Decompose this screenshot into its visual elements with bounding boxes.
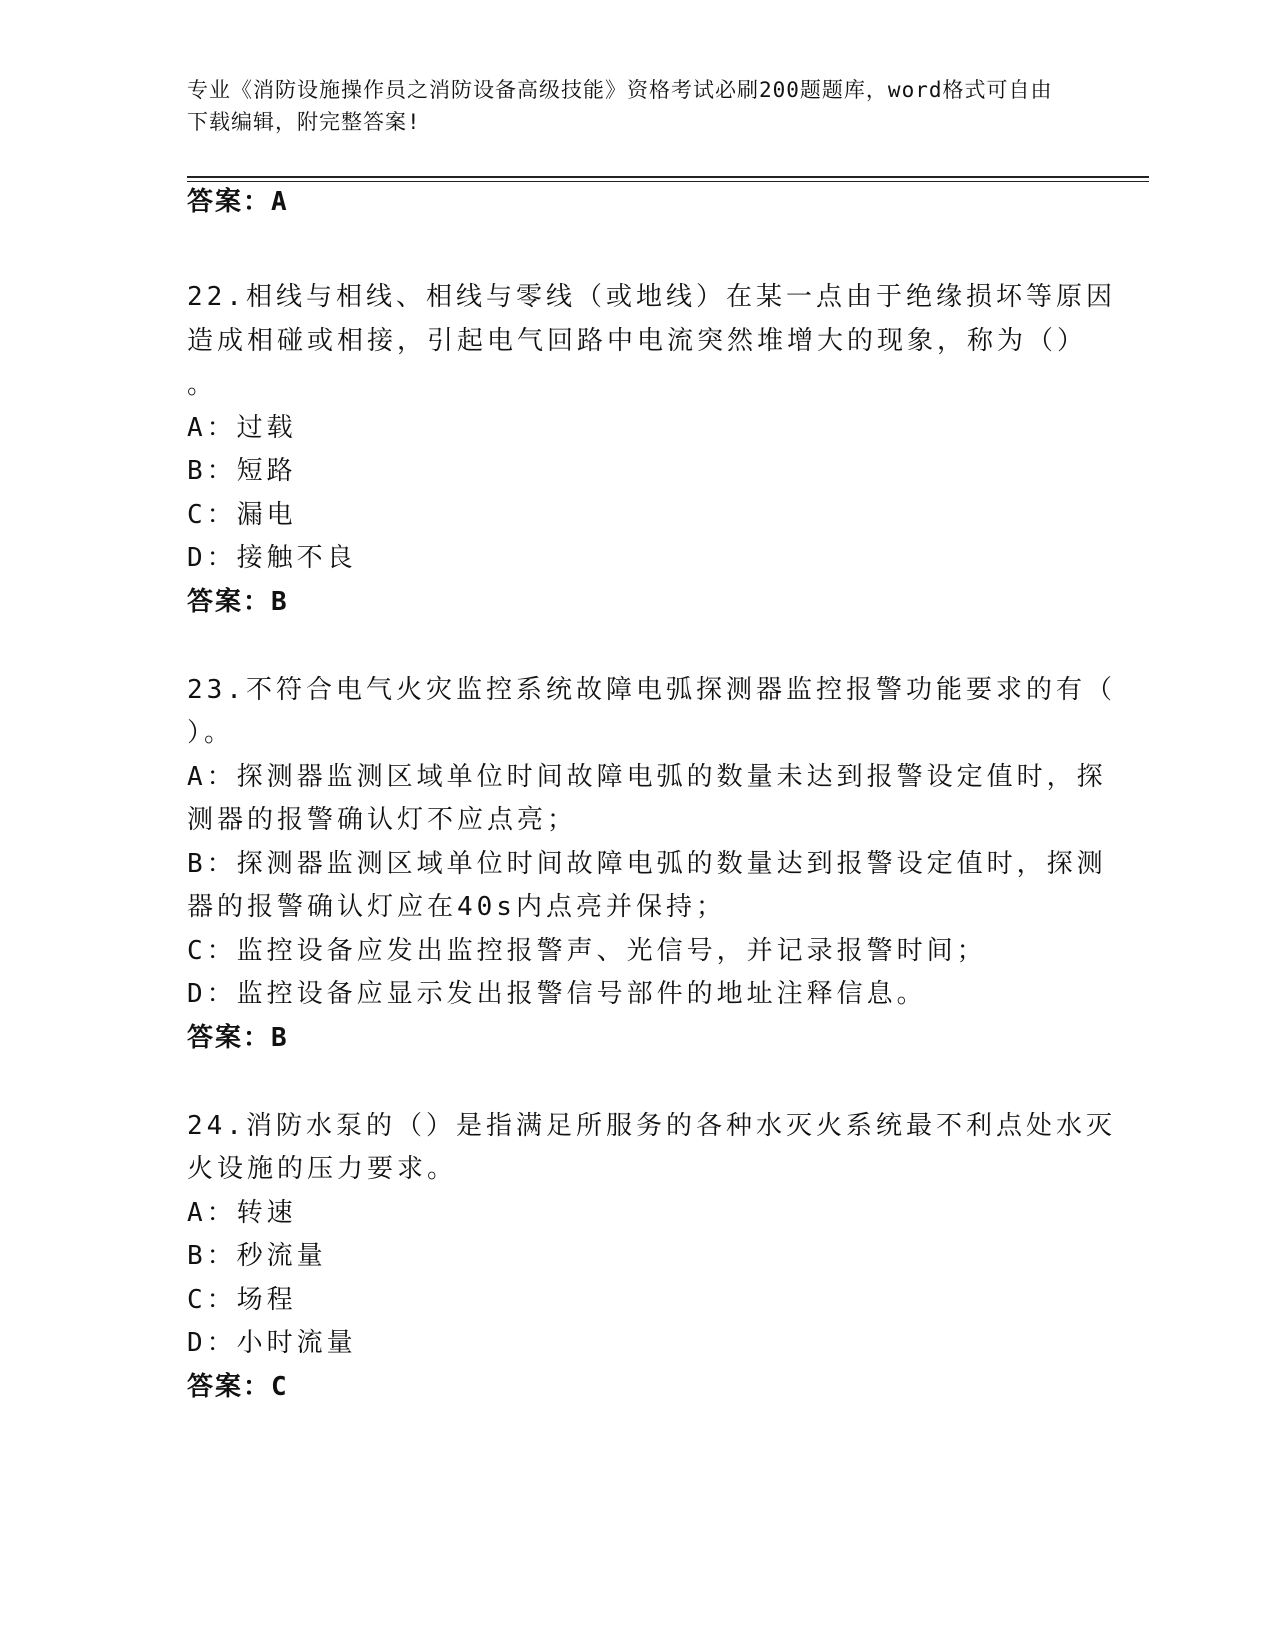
- q24-stem-line1: 24.消防水泵的（）是指满足所服务的各种水灭火系统最不利点处水灭: [187, 1111, 1116, 1141]
- answer-label: 答案：: [187, 587, 272, 617]
- q22-stem-line3: 。: [187, 370, 218, 400]
- q24-option-a: A：转速: [187, 1198, 297, 1228]
- q23-option-a-line2: 测器的报警确认灯不应点亮；: [187, 805, 578, 835]
- q23-option-d: D：监控设备应显示发出报警信号部件的地址注释信息。: [187, 979, 927, 1009]
- q22-option-c: C：漏电: [187, 500, 297, 530]
- header-divider-thick: [187, 176, 1149, 178]
- q23-option-b-line1: B：探测器监测区域单位时间故障电弧的数量达到报警设定值时，探测: [187, 849, 1107, 879]
- header-divider-thin: [187, 181, 1149, 182]
- q23-stem-line2: ）。: [187, 718, 235, 748]
- q22-stem-line1: 22.相线与相线、相线与零线（或地线）在某一点由于绝缘损坏等原因: [187, 282, 1116, 312]
- answer-value: C: [271, 1372, 288, 1402]
- q24-option-d: D：小时流量: [187, 1328, 357, 1358]
- answer-value: A: [271, 187, 288, 217]
- q24-option-b: B：秒流量: [187, 1241, 327, 1271]
- answer-value: B: [271, 587, 288, 617]
- q24-stem-line2: 火设施的压力要求。: [187, 1154, 458, 1184]
- q22-option-a: A：过载: [187, 413, 297, 443]
- answer-label: 答案：: [187, 1023, 272, 1053]
- answer-q22: [187, 580, 288, 624]
- answer-label: 答案：: [187, 187, 272, 217]
- q22-option-d: D：接触不良: [187, 543, 357, 573]
- q22-option-b: B：短路: [187, 456, 297, 486]
- q22-stem-line2: 造成相碰或相接，引起电气回路中电流突然堆增大的现象，称为（）: [187, 326, 1088, 356]
- document-header: 专业《消防设施操作员之消防设备高级技能》资格考试必刷200题题库，word格式可自由下载编辑，附完整答案!: [187, 78, 1053, 134]
- q23-stem-line1: 23.不符合电气火灾监控系统故障电弧探测器监控报警功能要求的有（: [187, 675, 1116, 705]
- answer-q24: [187, 1365, 288, 1409]
- q23-option-c: C：监控设备应发出监控报警声、光信号，并记录报警时间；: [187, 936, 987, 966]
- q24-option-c: C：场程: [187, 1285, 297, 1315]
- answer-q23: [187, 1016, 288, 1060]
- answer-label: 答案：: [187, 1372, 272, 1402]
- answer-value: B: [271, 1023, 288, 1053]
- q23-option-a-line1: A：探测器监测区域单位时间故障电弧的数量未达到报警设定值时，探: [187, 762, 1107, 792]
- answer-q21: [187, 180, 288, 224]
- q23-option-b-line2: 器的报警确认灯应在40s内点亮并保持；: [187, 892, 726, 922]
